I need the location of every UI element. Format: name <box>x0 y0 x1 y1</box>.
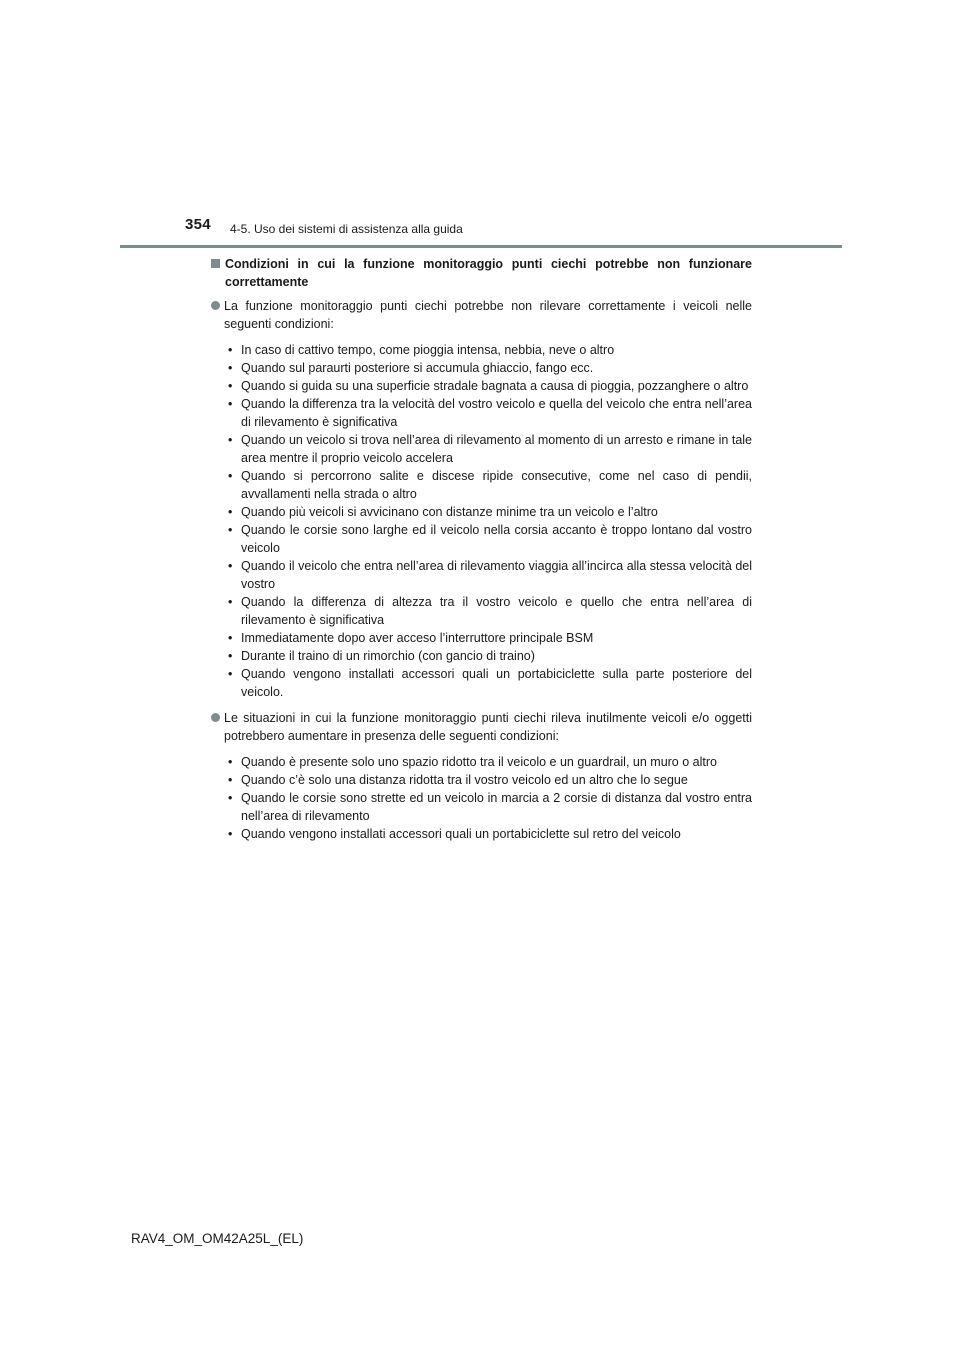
list-item: • Quando il veicolo che entra nell’area di rilevamento viaggia all’incirca alla stessa velocità del vostro <box>228 559 752 591</box>
list-item: • Immediatamente dopo aver acceso l’interruttore principale BSM <box>228 631 594 645</box>
list-item: • Quando le corsie sono strette ed un veicolo in marcia a 2 corsie di distanza dal vostro entra nell’area di rilevamento <box>228 791 752 823</box>
square-bullet-icon <box>211 259 225 269</box>
circle-bullet-icon <box>211 709 224 727</box>
page-number: 354 <box>185 216 211 233</box>
list-item: • Quando la differenza tra la velocità del vostro veicolo e quella del veicolo che entra nell’area di rilevamento è significativa <box>228 397 752 429</box>
header-divider <box>120 245 842 248</box>
section-heading-text: Condizioni in cui la funzione monitoraggio punti ciechi potrebbe non funzionare correttamente <box>225 257 752 289</box>
document-code: RAV4_OM_OM42A25L_(EL) <box>131 1231 304 1246</box>
list-item: • Quando si guida su una superficie stradale bagnata a causa di pioggia, pozzanghere o altro <box>228 379 749 393</box>
condition-list-1 <box>211 341 752 701</box>
condition-list-2 <box>211 753 752 843</box>
list-item: • In caso di cattivo tempo, come pioggia intensa, nebbia, neve o altro <box>228 343 615 357</box>
list-item: • Quando più veicoli si avvicinano con distanze minime tra un veicolo e l’altro <box>228 505 658 519</box>
list-item: • Quando c’è solo una distanza ridotta tra il vostro veicolo ed un altro che lo segue <box>228 773 688 787</box>
list-item: • Quando vengono installati accessori quali un portabiciclette sulla parte posteriore del veicolo. <box>228 667 752 699</box>
point-2 <box>211 709 752 745</box>
circle-bullet-icon <box>211 297 224 315</box>
section-heading <box>211 255 752 291</box>
list-item: • Durante il traino di un rimorchio (con gancio di traino) <box>228 649 535 663</box>
point-2-text: Le situazioni in cui la funzione monitoraggio punti ciechi rileva inutilmente veicoli e/o oggetti potrebbero aumentare in presenza delle seguenti condizioni: <box>224 711 752 743</box>
list-item: • Quando un veicolo si trova nell’area di rilevamento al momento di un arresto e rimane in tale area mentre il proprio veicolo accelera <box>228 433 752 465</box>
list-item: • Quando vengono installati accessori quali un portabiciclette sul retro del veicolo <box>228 827 681 841</box>
list-item: • Quando è presente solo uno spazio ridotto tra il veicolo e un guardrail, un muro o altro <box>228 755 717 769</box>
page-content <box>211 255 752 851</box>
list-item: • Quando si percorrono salite e discese ripide consecutive, come nel caso di pendii, avvallamenti nella strada o altro <box>228 469 752 501</box>
list-item: • Quando sul paraurti posteriore si accumula ghiaccio, fango ecc. <box>228 361 594 375</box>
point-1 <box>211 297 752 333</box>
list-item: • Quando la differenza di altezza tra il vostro veicolo e quello che entra nell’area di rilevamento è significativa <box>228 595 752 627</box>
section-title: 4-5. Uso dei sistemi di assistenza alla guida <box>230 222 463 236</box>
point-1-text: La funzione monitoraggio punti ciechi potrebbe non rilevare correttamente i veicoli nelle seguenti condizioni: <box>224 299 752 331</box>
list-item: • Quando le corsie sono larghe ed il veicolo nella corsia accanto è troppo lontano dal vostro veicolo <box>228 523 752 555</box>
